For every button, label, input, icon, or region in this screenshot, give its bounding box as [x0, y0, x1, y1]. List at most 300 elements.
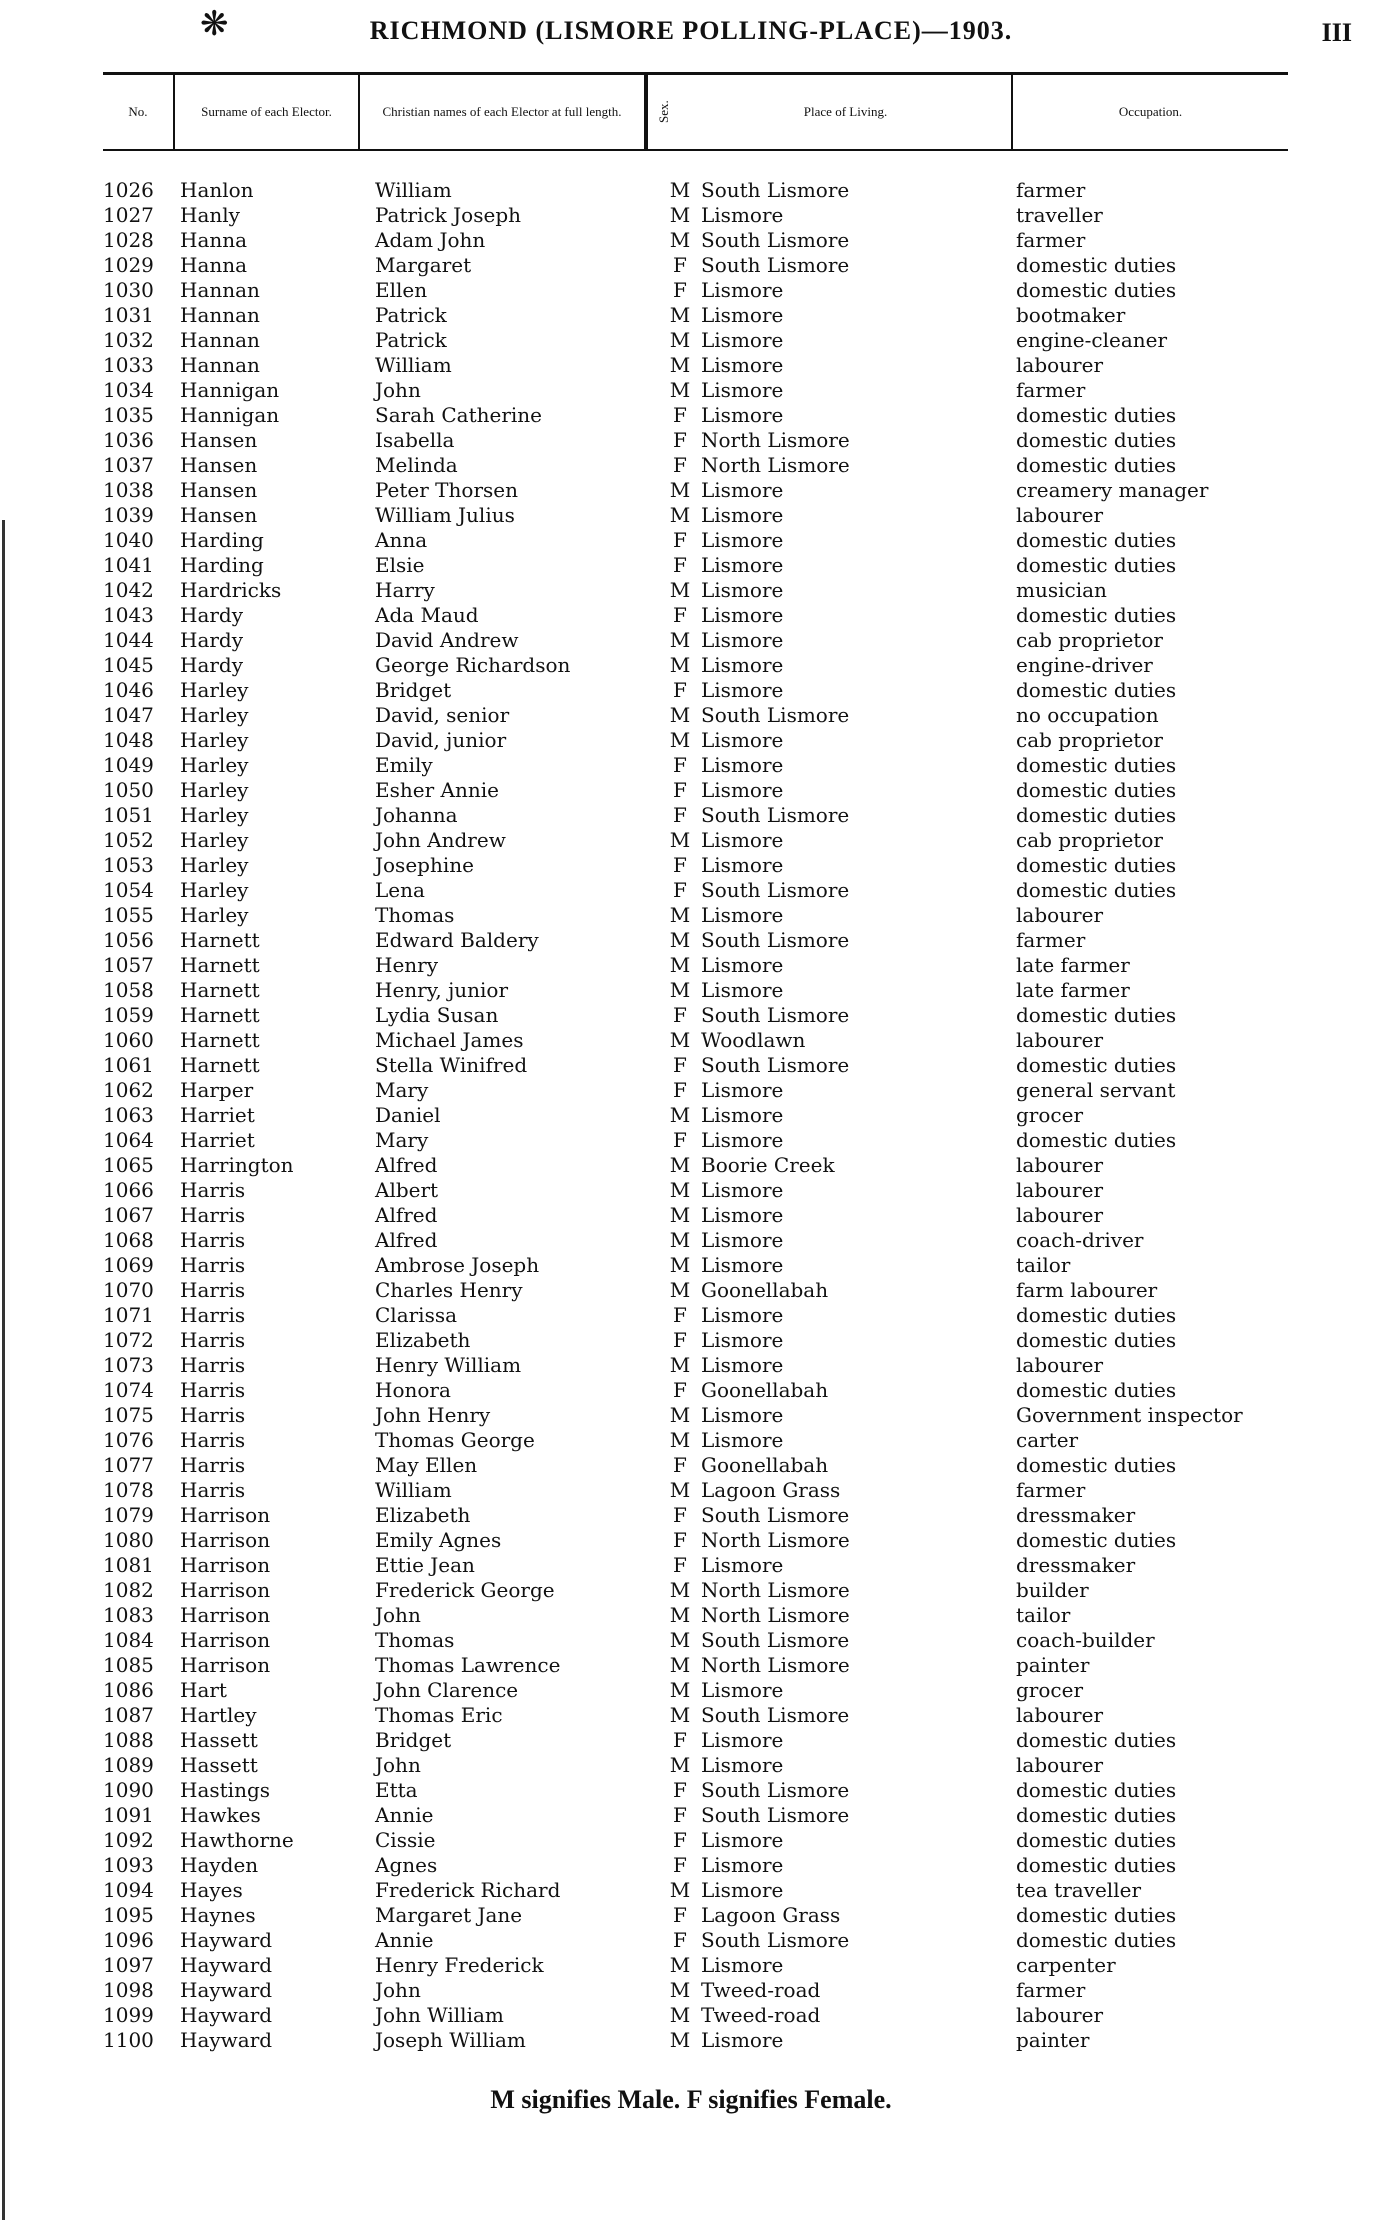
place-of-living: Lismore [701, 1353, 784, 1377]
occupation: domestic duties [1016, 803, 1177, 827]
occupation: cab proprietor [1016, 628, 1163, 652]
column-header-row [103, 72, 1288, 151]
surname: Harris [180, 1178, 246, 1202]
surname: Hansen [180, 478, 258, 502]
place-of-living: Lismore [701, 953, 784, 977]
place-of-living: Lismore [701, 503, 784, 527]
surname: Hayward [180, 1953, 273, 1977]
table-row [0, 2028, 1382, 2053]
elector-number: 1062 [103, 1078, 154, 1102]
occupation: domestic duties [1016, 1303, 1177, 1327]
place-of-living: Lismore [701, 1553, 784, 1577]
surname: Harding [180, 553, 264, 577]
elector-number: 1100 [103, 2028, 154, 2052]
table-row [0, 903, 1382, 928]
surname: Harley [180, 753, 249, 777]
elector-number: 1031 [103, 303, 154, 327]
christian-names: Henry, junior [375, 978, 509, 1002]
sex: M [669, 653, 691, 677]
sex: M [669, 228, 691, 252]
place-of-living: South Lismore [701, 1503, 850, 1527]
occupation: domestic duties [1016, 1378, 1177, 1402]
place-of-living: South Lismore [701, 253, 850, 277]
place-of-living: South Lismore [701, 878, 850, 902]
surname: Hannan [180, 328, 260, 352]
surname: Harding [180, 528, 264, 552]
sex: M [669, 978, 691, 1002]
place-of-living: Lagoon Grass [701, 1903, 841, 1927]
occupation: cab proprietor [1016, 728, 1163, 752]
sex: M [669, 1353, 691, 1377]
elector-number: 1084 [103, 1628, 154, 1652]
surname: Harriet [180, 1128, 255, 1152]
table-row [0, 1378, 1382, 1403]
christian-names: Isabella [375, 428, 455, 452]
christian-names: Alfred [375, 1228, 438, 1252]
surname: Hartley [180, 1703, 257, 1727]
christian-names: John [375, 1978, 421, 2002]
place-of-living: Lismore [701, 1678, 784, 1702]
place-of-living: Lismore [701, 1953, 784, 1977]
surname: Harley [180, 703, 249, 727]
sex: M [669, 953, 691, 977]
christian-names: Adam John [375, 228, 486, 252]
christian-names: Daniel [375, 1103, 441, 1127]
table-row [0, 278, 1382, 303]
surname: Harnett [180, 1053, 260, 1077]
christian-names: John William [375, 2003, 504, 2027]
occupation: domestic duties [1016, 1828, 1177, 1852]
occupation: labourer [1016, 353, 1104, 377]
occupation: labourer [1016, 1028, 1104, 1052]
table-row [0, 1628, 1382, 1653]
elector-number: 1042 [103, 578, 154, 602]
christian-names: Melinda [375, 453, 458, 477]
christian-names: William [375, 1478, 452, 1502]
place-of-living: Lagoon Grass [701, 1478, 841, 1502]
occupation: farm labourer [1016, 1278, 1158, 1302]
elector-number: 1043 [103, 603, 154, 627]
christian-names: Patrick [375, 328, 447, 352]
table-row [0, 1278, 1382, 1303]
christian-names: Patrick [375, 303, 447, 327]
table-row [0, 328, 1382, 353]
occupation: tailor [1016, 1603, 1071, 1627]
elector-number: 1085 [103, 1653, 154, 1677]
occupation: farmer [1016, 178, 1086, 202]
occupation: domestic duties [1016, 1003, 1177, 1027]
sex: M [669, 1228, 691, 1252]
elector-number: 1044 [103, 628, 154, 652]
table-row [0, 1678, 1382, 1703]
surname: Hannigan [180, 378, 280, 402]
occupation: musician [1016, 578, 1107, 602]
occupation: dressmaker [1016, 1553, 1136, 1577]
sex: F [673, 878, 687, 902]
table-row [0, 1228, 1382, 1253]
surname: Hardy [180, 628, 244, 652]
elector-number: 1060 [103, 1028, 154, 1052]
christian-names: Thomas Eric [375, 1703, 503, 1727]
christian-names: David, junior [375, 728, 507, 752]
surname: Hardricks [180, 578, 282, 602]
table-row [0, 1603, 1382, 1628]
christian-names: William Julius [375, 503, 515, 527]
christian-names: David Andrew [375, 628, 519, 652]
elector-number: 1064 [103, 1128, 154, 1152]
surname: Harley [180, 828, 249, 852]
table-row [0, 578, 1382, 603]
header-place: Place of Living. [680, 75, 1013, 149]
christian-names: Etta [375, 1778, 418, 1802]
table-row [0, 1078, 1382, 1103]
christian-names: Henry [375, 953, 439, 977]
place-of-living: Boorie Creek [701, 1153, 835, 1177]
christian-names: Johanna [375, 803, 458, 827]
surname: Harrison [180, 1578, 271, 1602]
place-of-living: Lismore [701, 853, 784, 877]
sex: M [669, 1628, 691, 1652]
christian-names: Clarissa [375, 1303, 458, 1327]
occupation: labourer [1016, 503, 1104, 527]
elector-number: 1027 [103, 203, 154, 227]
sex: F [673, 528, 687, 552]
elector-number: 1087 [103, 1703, 154, 1727]
surname: Harris [180, 1353, 246, 1377]
table-row [0, 1203, 1382, 1228]
place-of-living: Tweed-road [701, 1978, 821, 2002]
christian-names: Harry [375, 578, 435, 602]
christian-names: Margaret Jane [375, 1903, 523, 1927]
place-of-living: Lismore [701, 1203, 784, 1227]
place-of-living: Lismore [701, 478, 784, 502]
occupation: labourer [1016, 1153, 1104, 1177]
occupation: engine-driver [1016, 653, 1153, 677]
table-row [0, 653, 1382, 678]
surname: Harriet [180, 1103, 255, 1127]
christian-names: David, senior [375, 703, 510, 727]
christian-names: Ellen [375, 278, 428, 302]
place-of-living: North Lismore [701, 1653, 850, 1677]
place-of-living: Lismore [701, 753, 784, 777]
place-of-living: South Lismore [701, 1778, 850, 1802]
occupation: domestic duties [1016, 528, 1177, 552]
elector-number: 1056 [103, 928, 154, 952]
table-row [0, 1728, 1382, 1753]
table-row [0, 1878, 1382, 1903]
occupation: grocer [1016, 1103, 1084, 1127]
sex: M [669, 703, 691, 727]
surname: Harris [180, 1228, 246, 1252]
christian-names: Frederick Richard [375, 1878, 561, 1902]
table-row [0, 853, 1382, 878]
table-row [0, 1353, 1382, 1378]
elector-number: 1051 [103, 803, 154, 827]
occupation: domestic duties [1016, 1803, 1177, 1827]
surname: Harris [180, 1428, 246, 1452]
surname: Hardy [180, 653, 244, 677]
surname: Harrison [180, 1528, 271, 1552]
elector-number: 1049 [103, 753, 154, 777]
elector-number: 1088 [103, 1728, 154, 1752]
table-row [0, 478, 1382, 503]
sex: F [673, 1053, 687, 1077]
occupation: domestic duties [1016, 1853, 1177, 1877]
surname: Harris [180, 1278, 246, 1302]
occupation: no occupation [1016, 703, 1159, 727]
christian-names: Charles Henry [375, 1278, 523, 1302]
elector-list [0, 178, 1382, 2053]
elector-number: 1081 [103, 1553, 154, 1577]
sex: F [673, 1453, 687, 1477]
place-of-living: North Lismore [701, 1528, 850, 1552]
table-row [0, 1953, 1382, 1978]
place-of-living: South Lismore [701, 1053, 850, 1077]
surname: Hassett [180, 1728, 258, 1752]
sex: M [669, 1178, 691, 1202]
surname: Harley [180, 853, 249, 877]
occupation: painter [1016, 2028, 1090, 2052]
place-of-living: Lismore [701, 1728, 784, 1752]
table-row [0, 303, 1382, 328]
elector-number: 1095 [103, 1903, 154, 1927]
place-of-living: Lismore [701, 903, 784, 927]
elector-number: 1086 [103, 1678, 154, 1702]
elector-number: 1065 [103, 1153, 154, 1177]
place-of-living: Lismore [701, 678, 784, 702]
surname: Hanna [180, 253, 248, 277]
elector-number: 1083 [103, 1603, 154, 1627]
elector-number: 1032 [103, 328, 154, 352]
sex: M [669, 303, 691, 327]
surname: Harnett [180, 1003, 260, 1027]
sex: M [669, 1878, 691, 1902]
elector-number: 1045 [103, 653, 154, 677]
place-of-living: Lismore [701, 653, 784, 677]
place-of-living: Lismore [701, 603, 784, 627]
christian-names: Henry Frederick [375, 1953, 544, 1977]
occupation: Government inspector [1016, 1403, 1243, 1427]
sex: M [669, 1153, 691, 1177]
elector-number: 1063 [103, 1103, 154, 1127]
occupation: engine-cleaner [1016, 328, 1168, 352]
surname: Hart [180, 1678, 227, 1702]
sex: F [673, 603, 687, 627]
table-row [0, 703, 1382, 728]
occupation: cab proprietor [1016, 828, 1163, 852]
surname: Harris [180, 1478, 246, 1502]
place-of-living: Lismore [701, 828, 784, 852]
christian-names: Thomas [375, 903, 455, 927]
sex: M [669, 903, 691, 927]
surname: Harnett [180, 953, 260, 977]
place-of-living: South Lismore [701, 703, 850, 727]
occupation: labourer [1016, 1178, 1104, 1202]
christian-names: Thomas Lawrence [375, 1653, 561, 1677]
occupation: coach-builder [1016, 1628, 1155, 1652]
christian-names: William [375, 178, 452, 202]
occupation: tailor [1016, 1253, 1071, 1277]
sex: M [669, 1753, 691, 1777]
surname: Harrison [180, 1628, 271, 1652]
table-row [0, 953, 1382, 978]
place-of-living: Lismore [701, 1878, 784, 1902]
sex: F [673, 253, 687, 277]
christian-names: Patrick Joseph [375, 203, 521, 227]
christian-names: George Richardson [375, 653, 571, 677]
table-row [0, 1453, 1382, 1478]
table-row [0, 1303, 1382, 1328]
elector-number: 1041 [103, 553, 154, 577]
place-of-living: South Lismore [701, 1003, 850, 1027]
sex: F [673, 1828, 687, 1852]
christian-names: Mary [375, 1128, 429, 1152]
elector-number: 1069 [103, 1253, 154, 1277]
elector-number: 1076 [103, 1428, 154, 1452]
place-of-living: Lismore [701, 1103, 784, 1127]
christian-names: Agnes [375, 1853, 438, 1877]
surname: Harrison [180, 1503, 271, 1527]
place-of-living: Lismore [701, 553, 784, 577]
ornament-icon: ❋ [200, 4, 229, 44]
place-of-living: Lismore [701, 1403, 784, 1427]
christian-names: Stella Winifred [375, 1053, 528, 1077]
christian-names: Henry William [375, 1353, 522, 1377]
table-row [0, 428, 1382, 453]
elector-number: 1033 [103, 353, 154, 377]
table-row [0, 1478, 1382, 1503]
table-row [0, 1403, 1382, 1428]
table-row [0, 1903, 1382, 1928]
occupation: domestic duties [1016, 1778, 1177, 1802]
surname: Hayden [180, 1853, 259, 1877]
place-of-living: Lismore [701, 1253, 784, 1277]
place-of-living: South Lismore [701, 1628, 850, 1652]
surname: Harris [180, 1303, 246, 1327]
christian-names: Annie [375, 1928, 434, 1952]
surname: Harrington [180, 1153, 294, 1177]
christian-names: Annie [375, 1803, 434, 1827]
elector-number: 1097 [103, 1953, 154, 1977]
occupation: labourer [1016, 1203, 1104, 1227]
surname: Harley [180, 803, 249, 827]
place-of-living: South Lismore [701, 178, 850, 202]
sex: M [669, 1028, 691, 1052]
christian-names: Lydia Susan [375, 1003, 499, 1027]
elector-number: 1030 [103, 278, 154, 302]
elector-number: 1048 [103, 728, 154, 752]
occupation: bootmaker [1016, 303, 1126, 327]
elector-number: 1093 [103, 1853, 154, 1877]
christian-names: Mary [375, 1078, 429, 1102]
place-of-living: Goonellabah [701, 1453, 829, 1477]
sex: F [673, 1003, 687, 1027]
sex: F [673, 1778, 687, 1802]
table-row [0, 253, 1382, 278]
sex: F [673, 1728, 687, 1752]
christian-names: John Andrew [375, 828, 506, 852]
surname: Harley [180, 903, 249, 927]
elector-number: 1099 [103, 2003, 154, 2027]
sex: M [669, 1278, 691, 1302]
sex: M [669, 828, 691, 852]
elector-number: 1046 [103, 678, 154, 702]
surname: Harris [180, 1453, 246, 1477]
christian-names: Bridget [375, 1728, 452, 1752]
elector-number: 1080 [103, 1528, 154, 1552]
surname: Harris [180, 1403, 246, 1427]
place-of-living: South Lismore [701, 1803, 850, 1827]
sex: F [673, 853, 687, 877]
christian-names: John Henry [375, 1403, 491, 1427]
christian-names: May Ellen [375, 1453, 478, 1477]
occupation: domestic duties [1016, 853, 1177, 877]
sex: M [669, 728, 691, 752]
occupation: domestic duties [1016, 1053, 1177, 1077]
place-of-living: Lismore [701, 628, 784, 652]
elector-number: 1090 [103, 1778, 154, 1802]
place-of-living: South Lismore [701, 1703, 850, 1727]
occupation: domestic duties [1016, 278, 1177, 302]
table-row [0, 528, 1382, 553]
surname: Hanlon [180, 178, 254, 202]
sex: F [673, 403, 687, 427]
elector-number: 1059 [103, 1003, 154, 1027]
christian-names: Elizabeth [375, 1503, 471, 1527]
table-row [0, 1778, 1382, 1803]
place-of-living: Lismore [701, 1228, 784, 1252]
sex: F [673, 778, 687, 802]
place-of-living: Lismore [701, 728, 784, 752]
occupation: domestic duties [1016, 428, 1177, 452]
sex: M [669, 203, 691, 227]
sex: M [669, 503, 691, 527]
elector-number: 1072 [103, 1328, 154, 1352]
place-of-living: Lismore [701, 1128, 784, 1152]
sex: M [669, 1603, 691, 1627]
header-surname: Surname of each Elector. [175, 75, 360, 149]
table-row [0, 1153, 1382, 1178]
christian-names: John [375, 1753, 421, 1777]
sex: F [673, 553, 687, 577]
elector-number: 1066 [103, 1178, 154, 1202]
place-of-living: Lismore [701, 403, 784, 427]
surname: Harris [180, 1253, 246, 1277]
sex: M [669, 178, 691, 202]
table-row [0, 1503, 1382, 1528]
elector-number: 1077 [103, 1453, 154, 1477]
sex: F [673, 1803, 687, 1827]
christian-names: Edward Baldery [375, 928, 539, 952]
sex: F [673, 453, 687, 477]
sex: F [673, 278, 687, 302]
sex: M [669, 1203, 691, 1227]
christian-names: Emily [375, 753, 433, 777]
surname: Hansen [180, 428, 258, 452]
elector-number: 1035 [103, 403, 154, 427]
sex: M [669, 353, 691, 377]
table-row [0, 1803, 1382, 1828]
elector-number: 1050 [103, 778, 154, 802]
sex: F [673, 1928, 687, 1952]
place-of-living: North Lismore [701, 1578, 850, 1602]
surname: Harrison [180, 1553, 271, 1577]
header-no: No. [103, 75, 175, 149]
surname: Harley [180, 878, 249, 902]
table-row [0, 1103, 1382, 1128]
surname: Hayward [180, 1928, 273, 1952]
place-of-living: Lismore [701, 1303, 784, 1327]
